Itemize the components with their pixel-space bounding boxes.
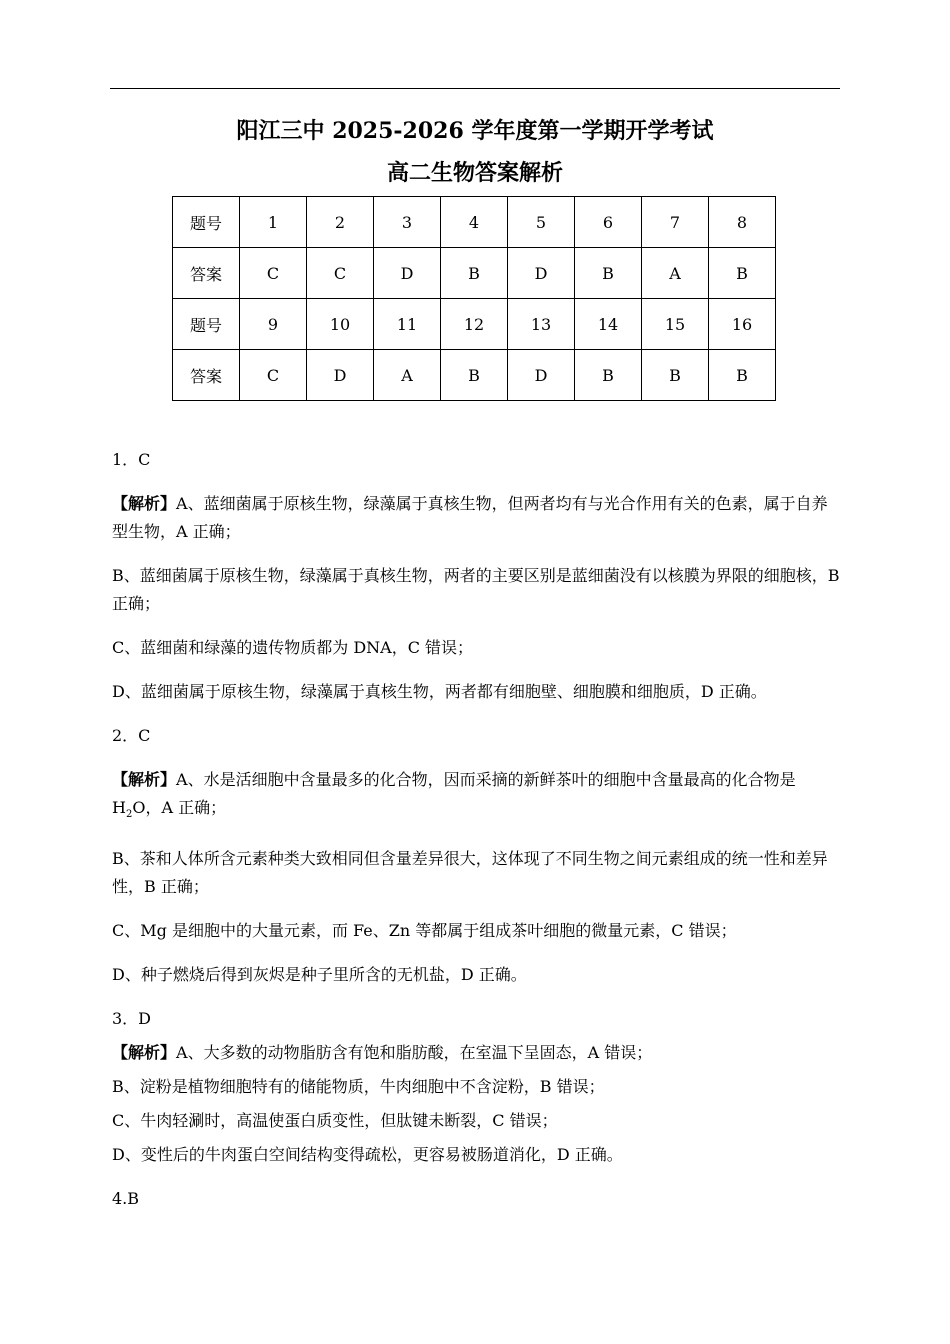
table-cell: C: [307, 248, 374, 299]
table-cell: 7: [642, 197, 709, 248]
analysis-paragraph: [112, 1039, 840, 1067]
analysis-paragraph: C、Mg 是细胞中的大量元素，而 Fe、Zn 等都属于组成茶叶细胞的微量元素，C 错误；: [112, 921, 737, 941]
table-cell: 12: [441, 299, 508, 350]
analysis-paragraph: D、变性后的牛肉蛋白空间结构变得疏松，更容易被肠道消化，D 正确。: [112, 1145, 623, 1165]
table-cell: 10: [307, 299, 374, 350]
analysis-text: A、大多数的动物脂肪含有饱和脂肪酸，在室温下呈固态，A 错误；: [176, 1043, 653, 1063]
question-number: 3．D: [112, 1009, 152, 1029]
table-cell: A: [374, 350, 441, 401]
analysis-paragraph: C、牛肉轻涮时，高温使蛋白质变性，但肽键未断裂，C 错误；: [112, 1111, 558, 1131]
page-title: 阳江三中 2025-2026 学年度第一学期开学考试: [236, 118, 714, 144]
table-cell: A: [642, 248, 709, 299]
table-cell: B: [575, 350, 642, 401]
table-cell: 6: [575, 197, 642, 248]
row-label: 题号: [173, 299, 240, 350]
formula-subscript: 2: [125, 809, 133, 821]
table-cell: B: [709, 248, 776, 299]
analysis-tag: 【解析】: [112, 770, 177, 789]
analysis-paragraph: B、淀粉是植物细胞特有的储能物质，牛肉细胞中不含淀粉，B 错误；: [112, 1077, 605, 1097]
analysis-tag: 【解析】: [112, 494, 177, 513]
table-row: [173, 197, 776, 248]
table-cell: 3: [374, 197, 441, 248]
table-cell: 14: [575, 299, 642, 350]
page-subtitle: 高二生物答案解析: [386, 160, 563, 186]
question-number: 4.B: [112, 1189, 140, 1209]
table-row: [173, 248, 776, 299]
question-number: 2．C: [112, 726, 151, 745]
analysis-paragraph: D、蓝细菌属于原核生物，绿藻属于真核生物，两者都有细胞壁、细胞膜和细胞质，D 正确。: [112, 682, 767, 701]
question-number: 1．C: [112, 450, 151, 469]
table-row: [173, 350, 776, 401]
table-cell: D: [374, 248, 441, 299]
table-row: [173, 299, 776, 350]
table-cell: 4: [441, 197, 508, 248]
table-cell: D: [508, 248, 575, 299]
table-cell: 1: [240, 197, 307, 248]
formula-o: O: [132, 798, 146, 817]
answer-table: [172, 196, 776, 401]
table-cell: C: [240, 350, 307, 401]
table-cell: B: [441, 350, 508, 401]
table-cell: 13: [508, 299, 575, 350]
table-cell: B: [441, 248, 508, 299]
table-cell: 8: [709, 197, 776, 248]
analysis-body: [112, 446, 840, 1213]
analysis-text: A、蓝细菌属于原核生物，绿藻属于真核生物，但两者均有与光合作用有关的色素，属于自养型生物，A 正确；: [112, 494, 828, 541]
table-cell: 16: [709, 299, 776, 350]
table-cell: D: [508, 350, 575, 401]
table-cell: 5: [508, 197, 575, 248]
table-cell: 15: [642, 299, 709, 350]
analysis-paragraph: [112, 490, 840, 546]
analysis-paragraph: D、种子燃烧后得到灰烬是种子里所含的无机盐，D 正确。: [112, 965, 527, 985]
analysis-text: ，A 正确；: [145, 798, 227, 817]
formula-h: H: [112, 798, 126, 817]
table-cell: C: [240, 248, 307, 299]
table-cell: 11: [374, 299, 441, 350]
analysis-paragraph: [112, 766, 840, 829]
table-cell: B: [575, 248, 642, 299]
table-cell: B: [642, 350, 709, 401]
row-label: 题号: [173, 197, 240, 248]
table-cell: 2: [307, 197, 374, 248]
analysis-paragraph: C、蓝细菌和绿藻的遗传物质都为 DNA，C 错误；: [112, 638, 474, 657]
analysis-paragraph: B、蓝细菌属于原核生物，绿藻属于真核生物，两者的主要区别是蓝细菌没有以核膜为界限的细胞核，B 正确；: [112, 566, 840, 613]
table-cell: 9: [240, 299, 307, 350]
analysis-text: A、水是活细胞中含量最多的化合物，因而采摘的新鲜茶叶的细胞中含量最高的化合物是: [176, 770, 796, 789]
header-rule: [110, 88, 840, 89]
row-label: 答案: [173, 350, 240, 401]
table-cell: D: [307, 350, 374, 401]
row-label: 答案: [173, 248, 240, 299]
analysis-paragraph: B、茶和人体所含元素种类大致相同但含量差异很大，这体现了不同生物之间元素组成的统一性和差异性，B 正确；: [112, 849, 828, 897]
analysis-tag: 【解析】: [112, 1043, 177, 1063]
table-cell: B: [709, 350, 776, 401]
